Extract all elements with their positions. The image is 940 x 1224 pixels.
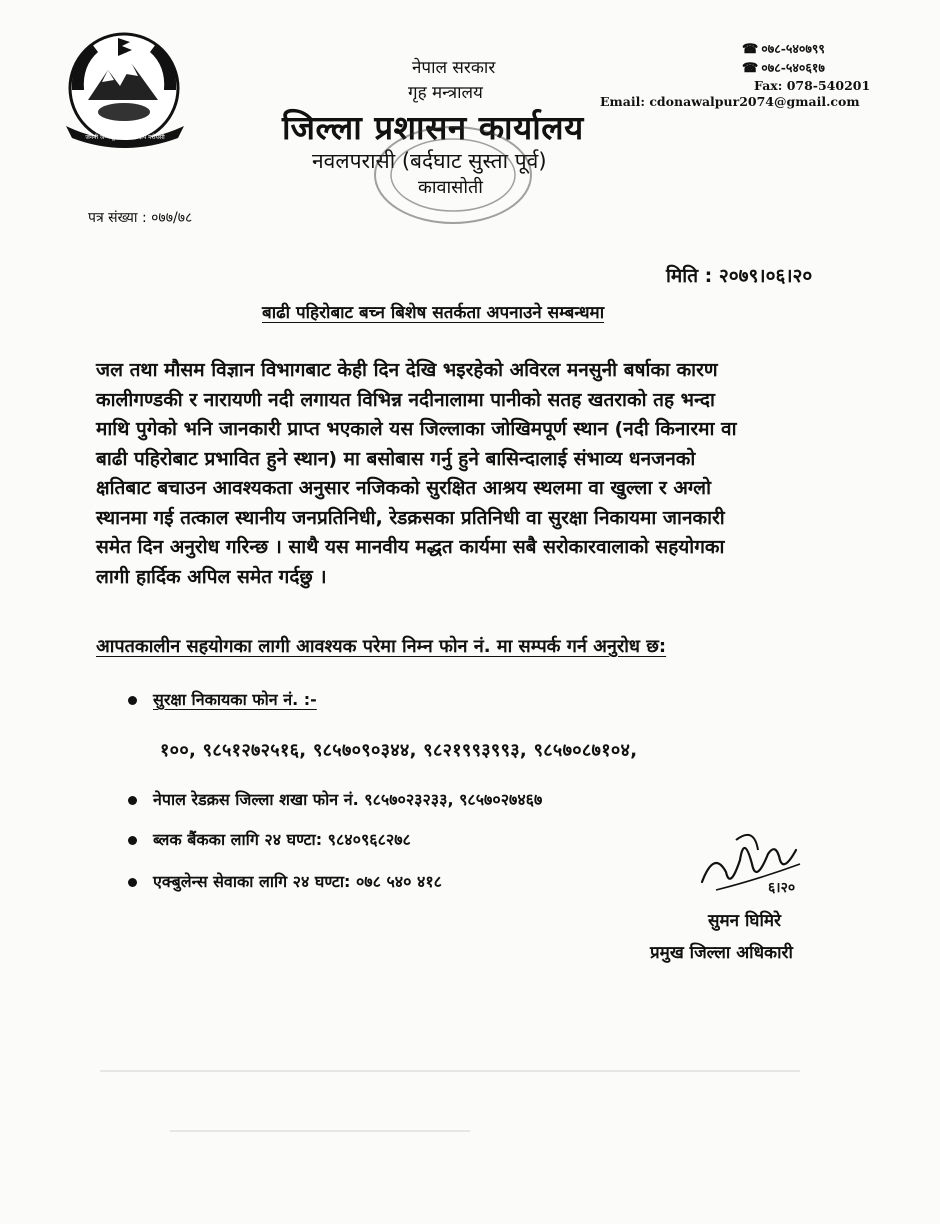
- body-line: जल तथा मौसम विज्ञान विभागबाट केही दिन देखि भइरहेको अविरल मनसुनी बर्षाका कारण: [96, 359, 718, 381]
- emblem-motto: जननी जन्मभूमिश्च स्वर्गादपि गरीयसी: [85, 134, 165, 141]
- letter-body: [96, 356, 737, 592]
- body-line: बाढी पहिरोबाट प्रभावित हुने स्थान) मा बसोबास गर्नु हुने बासिन्दालाई संभाव्य धनजनको: [96, 447, 696, 470]
- office-location: नवलपरासी (बर्दघाट सुस्ता पूर्व): [312, 149, 547, 173]
- ambulance-item: एक्बुलेन्स सेवाका लागि २४ घण्टा: ०७८ ५४० ४१८: [128, 870, 442, 892]
- letter-date: मिति : २०७९।०६।२०: [666, 265, 813, 287]
- signature-date: ६।२०: [768, 880, 796, 896]
- bullet-icon: [128, 696, 137, 705]
- office-title: जिल्ला प्रशासन कार्यालय: [282, 108, 584, 147]
- contact-email: Email: cdonawalpur2074@gmail.com: [600, 94, 860, 109]
- bullet-icon: [128, 878, 137, 887]
- redcross-item: नेपाल रेडक्रस जिल्ला शखा फोन नं. ९८५७०२३२३३, ९८५७०२७४६७: [128, 788, 542, 810]
- body-line: क्षतिबाट बचाउन आवश्यकता अनुसार नजिकको सुरक्षित आश्रय स्थलमा वा खुल्ला र अग्लो: [96, 477, 711, 499]
- contact-phone-1: ☎ ०७८-५४०७९९: [742, 41, 825, 57]
- contact-fax: Fax: 078-540201: [754, 78, 871, 93]
- security-heading-item: सुरक्षा निकायका फोन नं. :-: [128, 688, 317, 710]
- body-line: माथि पुगेको भनि जानकारी प्राप्त भएकाले यस जिल्लाका जोखिमपूर्ण स्थान (नदी किनारमा वा: [96, 418, 737, 440]
- body-line: लागी हार्दिक अपिल समेत गर्दछु ।: [96, 565, 327, 588]
- body-line: समेत दिन अनुरोध गरिन्छ । साथै यस मानवीय मद्धत कार्यमा सबै सरोकारवालाको सहयोगका: [96, 536, 725, 558]
- bloodbank-item: ब्लक बैंकका लागि २४ घण्टा: ९८४०९६८२७८: [128, 828, 411, 850]
- signatory-title: प्रमुख जिल्ला अधिकारी: [650, 943, 793, 963]
- body-line: स्थानमा गई तत्काल स्थानीय जनप्रतिनिधी, रेडक्रसका प्रतिनिधी वा सुरक्षा निकायमा जानकारी: [96, 506, 725, 529]
- security-phone-numbers: १००, ९८५१२७२५१६, ९८५७०९०३४४, ९८२१९९३९९३, ९८५७०८७१०४,: [160, 740, 638, 761]
- body-line: कालीगण्डकी र नारायणी नदी लगायत विभिन्न नदीनालामा पानीको सतह खतराको तह भन्दा: [96, 388, 715, 411]
- bleed-through-line: [170, 1130, 470, 1132]
- ministry-name: गृह मन्त्रालय: [408, 83, 483, 103]
- office-city: कावासोती: [418, 177, 483, 198]
- signatory-name: सुमन घिमिरे: [708, 911, 781, 931]
- telephone-icon: ☎: [742, 42, 759, 57]
- letter-subject: बाढी पहिरोबाट बच्न बिशेष सतर्कता अपनाउने सम्बन्धमा: [262, 303, 605, 323]
- contact-phone-2: ☎ ०७८-५४०६१७: [742, 60, 825, 76]
- nepal-emblem-icon: [58, 30, 193, 148]
- telephone-icon: ☎: [742, 61, 759, 76]
- office-stamp-icon: [368, 120, 538, 230]
- bullet-icon: [128, 836, 137, 845]
- government-name: नेपाल सरकार: [412, 58, 496, 78]
- reference-number: पत्र संख्या : ०७७/७८: [88, 210, 193, 226]
- bleed-through-line: [100, 1070, 800, 1072]
- emergency-instruction: आपतकालीन सहयोगका लागी आवश्यक परेमा निम्न फोन नं. मा सम्पर्क गर्न अनुरोध छ:: [96, 636, 667, 657]
- bullet-icon: [128, 796, 137, 805]
